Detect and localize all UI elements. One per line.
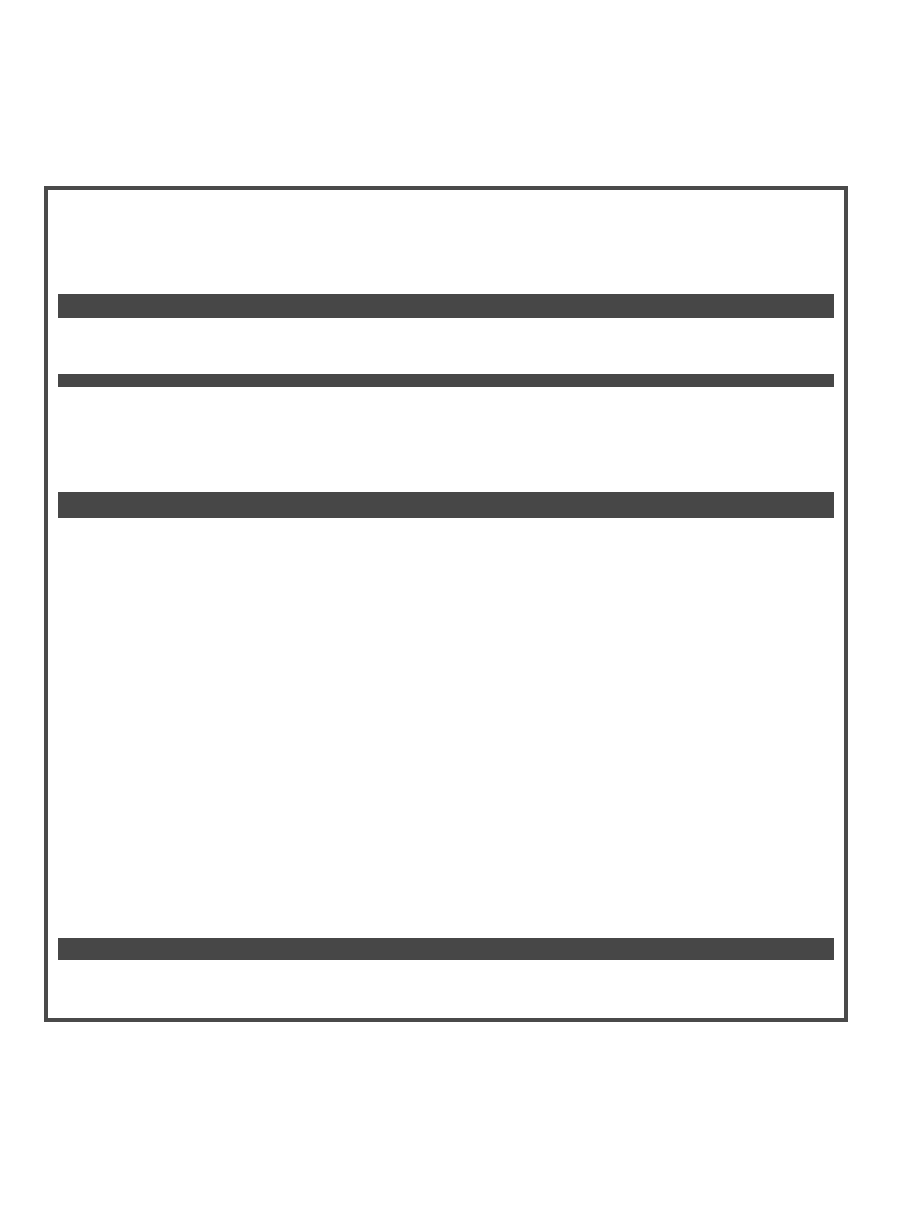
serving-info — [60, 258, 830, 290]
thick-divider-bottom — [58, 938, 834, 960]
thick-divider-top — [58, 294, 834, 318]
thick-divider-middle — [58, 492, 834, 518]
supplement-facts-panel — [44, 186, 848, 1022]
divider-header — [58, 374, 834, 387]
column-header-row — [58, 318, 834, 374]
